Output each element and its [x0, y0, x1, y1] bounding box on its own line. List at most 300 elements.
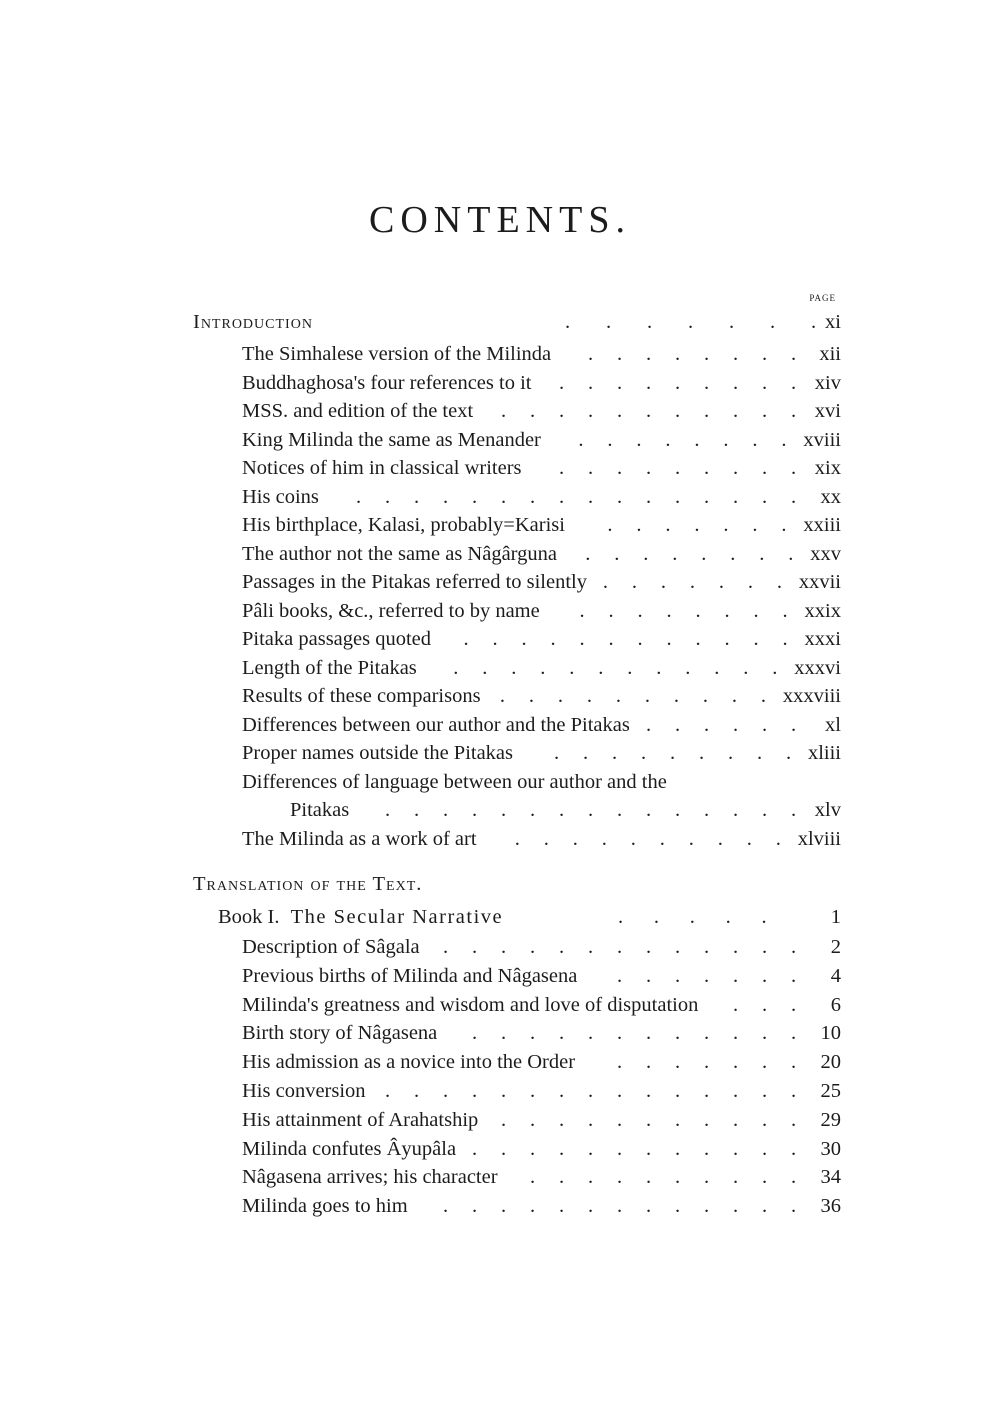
leader-dot: .	[607, 428, 613, 451]
leader-dot: .	[588, 1166, 594, 1189]
leader-dot: .	[607, 514, 613, 536]
leader-dot: .	[704, 713, 710, 736]
leader-dot: .	[718, 571, 724, 593]
leader-dot: .	[636, 428, 642, 451]
leader-dot: .	[775, 827, 781, 850]
leader-dot: .	[472, 1022, 478, 1045]
leader-dot: .	[666, 599, 672, 622]
leader-dot: .	[646, 713, 652, 736]
toc-book-entry	[218, 903, 841, 931]
leader-dot: .	[762, 1080, 768, 1102]
entry-title: Milinda confutes Âyupâla	[242, 1137, 457, 1160]
leader-dot: .	[472, 1137, 478, 1160]
entry-title: Pitaka passages quoted	[242, 628, 432, 650]
page-number: 20	[820, 1051, 841, 1074]
leader-dot: .	[695, 628, 701, 650]
leader-dot: .	[731, 685, 738, 707]
leader-dot: .	[733, 936, 739, 958]
leader-dot: .	[414, 485, 420, 508]
leader-dot: .	[791, 799, 797, 821]
leader-dot: .	[688, 827, 694, 850]
leader-dot: .	[559, 1022, 565, 1045]
page-column-header: PAGE	[809, 293, 836, 303]
leader-dot: .	[762, 799, 768, 821]
entry-title: The Simhalese version of the Milinda	[242, 343, 552, 365]
leader-dot: .	[617, 799, 623, 821]
page-number: 30	[820, 1137, 841, 1160]
leader-dot: .	[762, 371, 768, 394]
leader-dot: .	[746, 827, 752, 850]
leader-dot: .	[572, 827, 578, 850]
leader-dot: .	[585, 542, 591, 565]
page-number: 34	[820, 1166, 841, 1189]
toc-entry	[242, 625, 841, 653]
leader-dot: .	[675, 1108, 681, 1131]
leader-dot: .	[675, 1137, 681, 1160]
leader-dot: .	[760, 685, 767, 707]
leader-dot: .	[665, 428, 671, 451]
toc-entry	[242, 1192, 841, 1220]
page-number: xliii	[807, 742, 841, 764]
leader-dot: .	[582, 742, 589, 764]
toc-entry	[242, 568, 841, 596]
leader-dot: .	[443, 936, 449, 958]
leader-dot: .	[733, 485, 739, 508]
leader-dot: .	[646, 936, 652, 958]
leader-dot: .	[617, 371, 623, 394]
entry-title: Results of these comparisons	[242, 685, 481, 707]
leader-dot: .	[521, 628, 527, 650]
toc-entry	[242, 483, 841, 511]
entry-title: His birthplace, Kalasi, probably=Karisi	[242, 514, 565, 536]
leader-dot: .	[588, 1108, 594, 1131]
leader-dot: .	[772, 656, 778, 679]
leader-dot: .	[704, 1051, 710, 1074]
leader-dot: .	[472, 936, 478, 958]
leader-dots: . . . . .	[618, 906, 767, 928]
leader-dot: .	[791, 936, 797, 958]
leader-dot: .	[611, 742, 618, 764]
leader-dot: .	[636, 514, 642, 536]
toc-entry	[242, 739, 841, 767]
toc-entry	[242, 682, 841, 710]
leader-dot: .	[615, 685, 622, 707]
leader-dot: .	[791, 371, 797, 394]
leader-dot: .	[762, 713, 768, 736]
leader-dot: .	[752, 428, 758, 451]
leader-dot: .	[701, 542, 707, 565]
leader-dot: .	[660, 571, 666, 593]
leader-dot: .	[724, 599, 730, 622]
entry-title: Milinda's greatness and wisdom and love of disputation	[242, 993, 699, 1016]
leader-dot: .	[675, 1080, 681, 1102]
leader-dot: .	[791, 1080, 797, 1102]
leader-dot: .	[646, 964, 652, 987]
entry-title: Buddhaghosa's four references to it	[242, 371, 532, 394]
leader-dot: .	[704, 964, 710, 987]
leader-dot: .	[733, 1137, 739, 1160]
page-number: xlv	[814, 799, 841, 821]
toc-entry	[242, 962, 841, 990]
leader-dot: .	[559, 1108, 565, 1131]
leader-dot: .	[704, 400, 710, 422]
leader-dot: .	[559, 400, 565, 422]
leader-dot: .	[704, 1137, 710, 1160]
leader-dot: .	[762, 1166, 768, 1189]
leader-dot: .	[733, 371, 739, 394]
leader-dot: .	[472, 1195, 478, 1218]
leader-dot: .	[588, 457, 594, 479]
entry-title: His conversion	[242, 1080, 366, 1102]
leader-dot: .	[704, 457, 710, 479]
toc-entry	[242, 540, 841, 568]
leader-dot: .	[704, 1195, 710, 1218]
entry-title: Pâli books, &c., referred to by name	[242, 599, 540, 622]
leader-dot: .	[598, 656, 604, 679]
toc-entry	[242, 1019, 841, 1047]
leader-dot: .	[559, 799, 565, 821]
leader-dot: .	[759, 542, 765, 565]
leader-dot: .	[702, 685, 709, 707]
leader-dot: .	[501, 1080, 507, 1102]
leader-dot: .	[753, 599, 759, 622]
page-number: 36	[820, 1195, 841, 1218]
toc-section-introduction	[193, 308, 841, 336]
leader-dot: .	[617, 1108, 623, 1131]
leader-dot: .	[530, 1195, 536, 1218]
entry-title: Differences between our author and the Pitakas	[242, 713, 630, 736]
page-number: xii	[819, 343, 841, 365]
leader-dot: .	[672, 542, 678, 565]
leader-dot: .	[588, 1022, 594, 1045]
leader-dot: .	[733, 1051, 739, 1074]
leader-dot: .	[698, 742, 705, 764]
leader-dot: .	[791, 400, 797, 422]
leader-dot: .	[666, 628, 672, 650]
leader-dot: .	[559, 1137, 565, 1160]
leader-dot: .	[356, 485, 362, 508]
leader-dot: .	[669, 742, 676, 764]
leader-dot: .	[586, 685, 593, 707]
leader-dot: .	[579, 628, 585, 650]
leader-dot: .	[782, 628, 788, 650]
toc-entry	[242, 1163, 841, 1191]
leader-dot: .	[617, 400, 623, 422]
leader-dot: .	[385, 485, 391, 508]
leader-dot: .	[443, 1080, 449, 1102]
leader-dot: .	[733, 457, 739, 479]
book-label: Book I.	[218, 906, 280, 928]
leader-dot: .	[540, 656, 546, 679]
entry-title: Birth story of Nâgasena	[242, 1022, 438, 1045]
leader-dot: .	[501, 1108, 507, 1131]
leader-dot: .	[501, 1022, 507, 1045]
leader-dot: .	[617, 1051, 623, 1074]
entry-title: Milinda goes to him	[242, 1195, 408, 1218]
leader-dot: .	[646, 799, 652, 821]
leader-dot: .	[673, 685, 680, 707]
leader-dot: .	[492, 628, 498, 650]
leader-dot: .	[675, 964, 681, 987]
leader-dot: .	[762, 936, 768, 958]
page-number: xxxvi	[794, 656, 841, 679]
leader-dot: .	[685, 656, 691, 679]
leader-dot: .	[791, 1022, 797, 1045]
leader-dot: .	[530, 1166, 536, 1189]
leader-dot: .	[704, 936, 710, 958]
leader-dot: .	[637, 599, 643, 622]
leader-dot: .	[753, 628, 759, 650]
leader-dot: .	[453, 656, 459, 679]
leader-dot: .	[675, 1195, 681, 1218]
leader-dot: .	[578, 428, 584, 451]
leader-dot: .	[559, 371, 565, 394]
leader-dot: .	[694, 514, 700, 536]
leader-dot: .	[588, 1080, 594, 1102]
leader-dot: .	[617, 1137, 623, 1160]
leader-dot: .	[601, 827, 607, 850]
leader-dot: .	[762, 1108, 768, 1131]
leader-dot: .	[733, 1080, 739, 1102]
leader-dot: .	[617, 1166, 623, 1189]
leader-dot: .	[443, 485, 449, 508]
leader-dot: .	[627, 656, 633, 679]
leader-dot: .	[704, 1022, 710, 1045]
leader-dot: .	[602, 571, 608, 593]
entry-title: His coins	[242, 485, 319, 508]
toc-entry	[242, 369, 841, 397]
leader-dot: .	[724, 628, 730, 650]
leader-dot: .	[559, 1080, 565, 1102]
leader-dot: .	[791, 713, 797, 736]
leader-dot: .	[675, 343, 681, 365]
leader-dot: .	[637, 628, 643, 650]
leader-dot: .	[588, 1137, 594, 1160]
leader-dot: .	[588, 1195, 594, 1218]
leader-dot: .	[704, 1108, 710, 1131]
leader-dot: .	[608, 599, 614, 622]
page-number: xl	[825, 713, 841, 736]
leader-dot: .	[646, 1022, 652, 1045]
leader-dot: .	[463, 628, 469, 650]
leader-dot: .	[762, 343, 768, 365]
page-number: 25	[820, 1080, 841, 1102]
entry-title: Previous births of Milinda and Nâgasena	[242, 964, 578, 987]
entry-title: Passages in the Pitakas referred to silently	[242, 571, 587, 593]
leader-dot: .	[646, 1166, 652, 1189]
leader-dot: .	[579, 599, 585, 622]
toc-entry	[242, 397, 841, 425]
leader-dot: .	[646, 1137, 652, 1160]
toc-section-translation	[193, 870, 841, 898]
leader-dot: .	[675, 713, 681, 736]
leader-dot: .	[665, 514, 671, 536]
page-number: 6	[830, 993, 841, 1016]
leader-dot: .	[733, 964, 739, 987]
entry-title: MSS. and edition of the text	[242, 400, 474, 422]
leader-dot: .	[675, 1051, 681, 1074]
leader-dot: .	[733, 993, 739, 1016]
leader-dot: .	[762, 964, 768, 987]
leader-dot: .	[501, 1195, 507, 1218]
page-number: xxv	[810, 542, 841, 565]
leader-dot: .	[646, 457, 652, 479]
toc-entry	[242, 711, 841, 739]
leader-dot: .	[733, 1195, 739, 1218]
leader-dot: .	[791, 1137, 797, 1160]
leader-dot: .	[617, 457, 623, 479]
leader-dot: .	[762, 1195, 768, 1218]
leader-dot: .	[727, 742, 734, 764]
leader-dot: .	[646, 400, 652, 422]
leader-dot: .	[559, 1195, 565, 1218]
leader-dot: .	[501, 400, 507, 422]
leader-dot: .	[588, 936, 594, 958]
entry-title: Description of Sâgala	[242, 936, 420, 958]
leader-dot: .	[791, 964, 797, 987]
page-number: xvi	[814, 400, 841, 422]
leader-dot: .	[733, 1108, 739, 1131]
leader-dot: .	[646, 343, 652, 365]
entry-title: King Milinda the same as Menander	[242, 428, 541, 451]
leader-dot: .	[443, 1195, 449, 1218]
page-number: xxvii	[798, 571, 841, 593]
leader-dot: .	[588, 485, 594, 508]
toc-entry	[242, 340, 841, 368]
leader-dot: .	[559, 1166, 565, 1189]
leader-dot: .	[675, 936, 681, 958]
page-number: xx	[820, 485, 841, 508]
leader-dot: .	[499, 685, 506, 707]
leader-dot: .	[659, 827, 665, 850]
leader-dot: .	[733, 1166, 739, 1189]
leader-dot: .	[608, 628, 614, 650]
leader-dot: .	[646, 371, 652, 394]
page-number: xix	[814, 457, 841, 479]
leader-dot: .	[704, 343, 710, 365]
leader-dot: .	[530, 1080, 536, 1102]
leader-dot: .	[704, 1166, 710, 1189]
toc-entry	[242, 1077, 841, 1105]
leader-dot: .	[675, 371, 681, 394]
leader-dot: .	[675, 799, 681, 821]
leader-dot: .	[723, 514, 729, 536]
leader-dot: .	[695, 599, 701, 622]
entry-title: The author not the same as Nâgârguna	[242, 542, 557, 565]
leader-dot: .	[733, 1022, 739, 1045]
leader-dot: .	[656, 656, 662, 679]
leader-dot: .	[617, 1022, 623, 1045]
toc-entry	[242, 1135, 841, 1163]
page-number: xlviii	[797, 827, 841, 850]
leader-dot: .	[646, 1080, 652, 1102]
leader-dot: .	[530, 400, 536, 422]
toc-entry	[242, 933, 841, 961]
leader-dot: .	[528, 685, 535, 707]
leader-dot: .	[530, 485, 536, 508]
leader-dot: .	[646, 1051, 652, 1074]
entry-title: Nâgasena arrives; his character	[242, 1166, 498, 1189]
leader-dot: .	[472, 485, 478, 508]
leader-dot: .	[640, 742, 647, 764]
leader-dot: .	[723, 428, 729, 451]
toc-entry	[242, 768, 841, 796]
leader-dot: .	[414, 1080, 420, 1102]
leader-dot: .	[675, 400, 681, 422]
section-heading: Introduction	[193, 311, 313, 333]
leader-dot: .	[733, 343, 739, 365]
leader-dot: .	[704, 485, 710, 508]
toc-entry	[242, 1106, 841, 1134]
leader-dot: .	[630, 827, 636, 850]
leader-dot: .	[762, 485, 768, 508]
leader-dot: .	[472, 799, 478, 821]
leader-dot: .	[785, 742, 792, 764]
entry-title: Notices of him in classical writers	[242, 457, 522, 479]
leader-dot: .	[675, 1022, 681, 1045]
leader-dot: .	[385, 1080, 391, 1102]
leader-dot: .	[614, 542, 620, 565]
leader-dot: .	[752, 514, 758, 536]
toc-entry	[242, 597, 841, 625]
leader-dot: .	[617, 936, 623, 958]
leader-dot: .	[530, 936, 536, 958]
leader-dot: .	[631, 571, 637, 593]
leader-dot: .	[762, 457, 768, 479]
page-title: CONTENTS.	[369, 199, 631, 241]
toc-entry	[242, 654, 841, 682]
leader-dot: .	[747, 571, 753, 593]
leader-dot: .	[646, 485, 652, 508]
leader-dot: .	[730, 542, 736, 565]
toc-entry	[242, 991, 841, 1019]
leader-dot: .	[704, 799, 710, 821]
leader-dot: .	[733, 713, 739, 736]
leader-dot: .	[530, 799, 536, 821]
leader-dot: .	[557, 685, 564, 707]
leader-dot: .	[704, 1080, 710, 1102]
leader-dot: .	[694, 428, 700, 451]
leader-dot: .	[617, 964, 623, 987]
leader-dot: .	[617, 1080, 623, 1102]
leader-dot: .	[588, 400, 594, 422]
leader-dot: .	[788, 542, 794, 565]
page-number: xi	[825, 311, 841, 333]
leader-dot: .	[675, 485, 681, 508]
leader-dot: .	[714, 656, 720, 679]
leader-dot: .	[675, 457, 681, 479]
leader-dot: .	[791, 1108, 797, 1131]
leader-dot: .	[781, 514, 787, 536]
leader-dot: .	[482, 656, 488, 679]
leader-dot: .	[776, 571, 782, 593]
leader-dot: .	[733, 400, 739, 422]
leader-dot: .	[443, 799, 449, 821]
toc-entry	[242, 825, 841, 853]
leader-dot: .	[472, 1080, 478, 1102]
leader-dot: .	[559, 936, 565, 958]
book-title: The Secular Narrative	[290, 906, 504, 928]
leader-dot: .	[530, 1022, 536, 1045]
leader-dot: .	[704, 371, 710, 394]
leader-dot: .	[733, 799, 739, 821]
toc-entry	[242, 426, 841, 454]
leader-dot: .	[414, 799, 420, 821]
leader-dot: .	[762, 993, 768, 1016]
entry-title: The Milinda as a work of art	[242, 827, 477, 850]
leader-dot: .	[717, 827, 723, 850]
leader-dot: .	[675, 1166, 681, 1189]
